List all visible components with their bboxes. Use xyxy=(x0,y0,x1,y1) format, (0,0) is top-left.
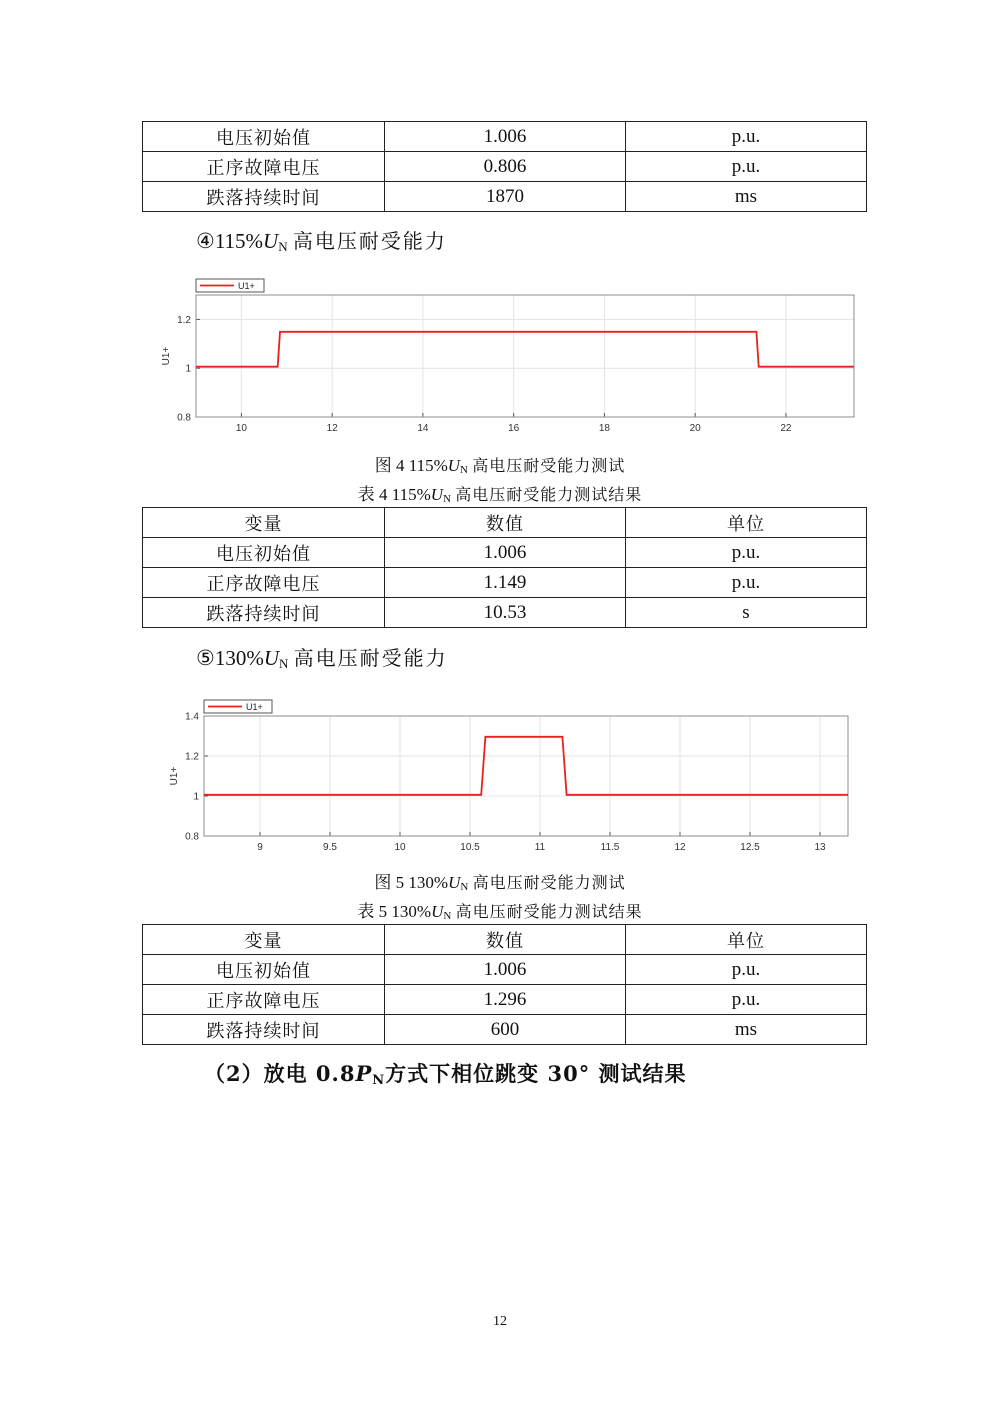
x-tick-label: 9.5 xyxy=(323,842,337,853)
x-tick-label: 10 xyxy=(394,842,406,853)
caption-prefix: 图 5 130% xyxy=(374,873,449,892)
symbol-u: U xyxy=(430,485,444,504)
table-cell: 600 xyxy=(385,1015,626,1045)
symbol-subscript: N xyxy=(460,881,469,893)
table-cell: 正序故障电压 xyxy=(143,985,385,1015)
table-cell: 电压初始值 xyxy=(143,955,385,985)
column-header: 数值 xyxy=(385,508,626,538)
symbol-subscript: N xyxy=(460,464,468,476)
x-tick-label: 20 xyxy=(689,423,701,434)
table-row xyxy=(143,1015,867,1045)
table-cell: p.u. xyxy=(626,122,867,152)
section-marker: ④115% xyxy=(196,229,264,253)
table-cell: 1.006 xyxy=(385,955,626,985)
section-marker: ⑤130% xyxy=(196,646,264,670)
section-title: 高电压耐受能力 xyxy=(293,646,448,670)
plot-area xyxy=(204,716,848,836)
table-cell: ms xyxy=(626,1015,867,1045)
table-cell: 跌落持续时间 xyxy=(143,1015,385,1045)
y-tick-label: 1 xyxy=(193,791,199,803)
table-row xyxy=(143,182,867,212)
table-header-row xyxy=(143,925,867,955)
x-tick-label: 13 xyxy=(814,842,826,853)
table-cell: 0.806 xyxy=(385,152,626,182)
table-header-row xyxy=(143,508,867,538)
y-axis-label: U1+ xyxy=(169,766,180,786)
page-number: 12 xyxy=(493,1314,507,1329)
legend-label: U1+ xyxy=(246,702,263,712)
chart-115-voltage xyxy=(150,276,870,442)
y-axis-label: U1+ xyxy=(161,346,172,366)
figure-caption-4 xyxy=(0,451,1000,476)
symbol-u: U xyxy=(263,229,279,253)
table-cell: 正序故障电压 xyxy=(143,568,385,598)
table-cell: s xyxy=(626,598,867,628)
y-tick-label: 1.2 xyxy=(185,751,199,763)
column-header: 数值 xyxy=(385,925,626,955)
x-tick-label: 10 xyxy=(235,423,247,434)
table-cell: 10.53 xyxy=(385,598,626,628)
caption-prefix: 表 5 130% xyxy=(357,902,432,921)
table-row xyxy=(143,598,867,628)
table-row xyxy=(143,985,867,1015)
table-row xyxy=(143,538,867,568)
symbol-u: U xyxy=(447,456,461,475)
y-tick-label: 1.2 xyxy=(177,314,191,326)
x-tick-label: 9 xyxy=(257,842,263,853)
symbol-u: U xyxy=(448,873,461,892)
table-row xyxy=(143,568,867,598)
heading-suffix: 方式下相位跳变 30° 测试结果 xyxy=(385,1061,687,1086)
table-cell: p.u. xyxy=(626,955,867,985)
section-heading-phase-jump xyxy=(204,1058,687,1088)
heading-prefix: （2）放电 0.8 xyxy=(204,1061,356,1086)
caption-text: 高电压耐受能力测试 xyxy=(472,456,626,475)
table-caption-4 xyxy=(0,480,1000,505)
caption-prefix: 表 4 115% xyxy=(357,485,431,504)
table-row xyxy=(143,955,867,985)
y-tick-label: 1.4 xyxy=(185,711,199,723)
table-row xyxy=(143,152,867,182)
table-115-results xyxy=(142,507,867,628)
column-header: 变量 xyxy=(143,508,385,538)
x-tick-label: 18 xyxy=(598,423,610,434)
table-130-results xyxy=(142,924,867,1045)
table-cell: 1870 xyxy=(385,182,626,212)
section-heading-130 xyxy=(196,642,448,672)
x-tick-label: 14 xyxy=(417,423,429,434)
caption-text: 高电压耐受能力测试结果 xyxy=(455,485,643,504)
chart-legend xyxy=(204,700,272,713)
figure-caption-5 xyxy=(0,868,1000,893)
x-tick-label: 16 xyxy=(508,423,520,434)
section-title: 高电压耐受能力 xyxy=(292,229,447,253)
table-cell: p.u. xyxy=(626,985,867,1015)
chart-legend xyxy=(196,279,264,292)
x-tick-label: 12.5 xyxy=(740,842,760,853)
table-cell: 1.006 xyxy=(385,538,626,568)
table-cell: 电压初始值 xyxy=(143,122,385,152)
table-cell: p.u. xyxy=(626,538,867,568)
symbol-u: U xyxy=(431,902,444,921)
table-cell: 跌落持续时间 xyxy=(143,598,385,628)
table-cell: ms xyxy=(626,182,867,212)
symbol-subscript: N xyxy=(279,656,289,671)
caption-prefix: 图 4 115% xyxy=(374,456,448,475)
column-header: 单位 xyxy=(626,925,867,955)
table-cell: 跌落持续时间 xyxy=(143,182,385,212)
x-tick-label: 10.5 xyxy=(460,842,480,853)
table-caption-5 xyxy=(0,897,1000,922)
caption-text: 高电压耐受能力测试 xyxy=(472,873,626,892)
table-row xyxy=(143,122,867,152)
symbol-subscript: N xyxy=(443,910,452,922)
table-voltage-drop-results xyxy=(142,121,867,212)
table-cell: p.u. xyxy=(626,568,867,598)
symbol-subscript: N xyxy=(443,493,451,505)
section-heading-115 xyxy=(196,225,447,255)
column-header: 变量 xyxy=(143,925,385,955)
x-tick-label: 11.5 xyxy=(600,842,620,853)
x-tick-label: 22 xyxy=(780,423,792,434)
y-tick-label: 0.8 xyxy=(177,412,191,424)
symbol-subscript: N xyxy=(372,1073,386,1088)
symbol-p: P xyxy=(355,1061,373,1086)
table-cell: 1.006 xyxy=(385,122,626,152)
table-cell: 1.149 xyxy=(385,568,626,598)
x-tick-label: 12 xyxy=(674,842,686,853)
table-cell: 电压初始值 xyxy=(143,538,385,568)
legend-label: U1+ xyxy=(238,281,255,291)
table-cell: 正序故障电压 xyxy=(143,152,385,182)
column-header: 单位 xyxy=(626,508,867,538)
y-tick-label: 0.8 xyxy=(185,831,199,843)
table-cell: 1.296 xyxy=(385,985,626,1015)
caption-text: 高电压耐受能力测试结果 xyxy=(455,902,643,921)
x-tick-label: 12 xyxy=(326,423,338,434)
x-tick-label: 11 xyxy=(534,842,546,853)
plot-area xyxy=(196,295,854,417)
symbol-subscript: N xyxy=(278,239,288,254)
table-cell: p.u. xyxy=(626,152,867,182)
y-tick-label: 1 xyxy=(185,363,191,375)
chart-130-voltage xyxy=(150,698,870,858)
symbol-u: U xyxy=(263,646,279,670)
